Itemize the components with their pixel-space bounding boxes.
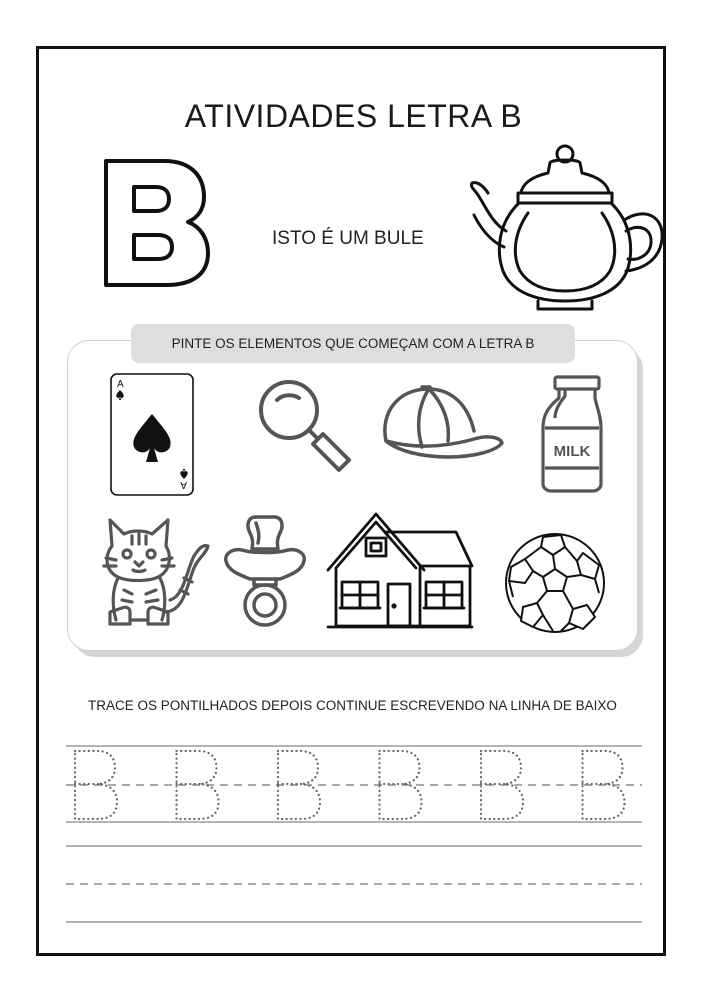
tracing-letter-b [380, 751, 422, 819]
milk-label: MILK [553, 443, 591, 460]
writing-lines [66, 735, 642, 935]
house-icon [326, 510, 474, 630]
subtitle: ISTO É UM BULE [272, 228, 424, 249]
tracing-letter-b [278, 751, 320, 819]
milk-bottle-icon [537, 374, 605, 494]
cap-icon [378, 383, 506, 463]
ace-of-spades-card-icon [109, 372, 195, 497]
card-rank-bottom: A [180, 479, 187, 490]
magnifying-glass-icon [255, 378, 353, 473]
card-rank-top: A [117, 379, 124, 390]
letter-b-outline [100, 155, 210, 290]
pacifier-icon [220, 513, 312, 629]
panel-label: PINTE OS ELEMENTOS QUE COMEÇAM COM A LETRA B [131, 324, 575, 363]
soccer-ball-icon [503, 531, 607, 635]
trace-instruction: TRACE OS PONTILHADOS DEPOIS CONTINUE ESCREVENDO NA LINHA DE BAIXO [88, 698, 617, 713]
page-title: ATIVIDADES LETRA B [184, 98, 523, 134]
teapot-icon [468, 143, 664, 311]
cat-icon [100, 516, 212, 632]
